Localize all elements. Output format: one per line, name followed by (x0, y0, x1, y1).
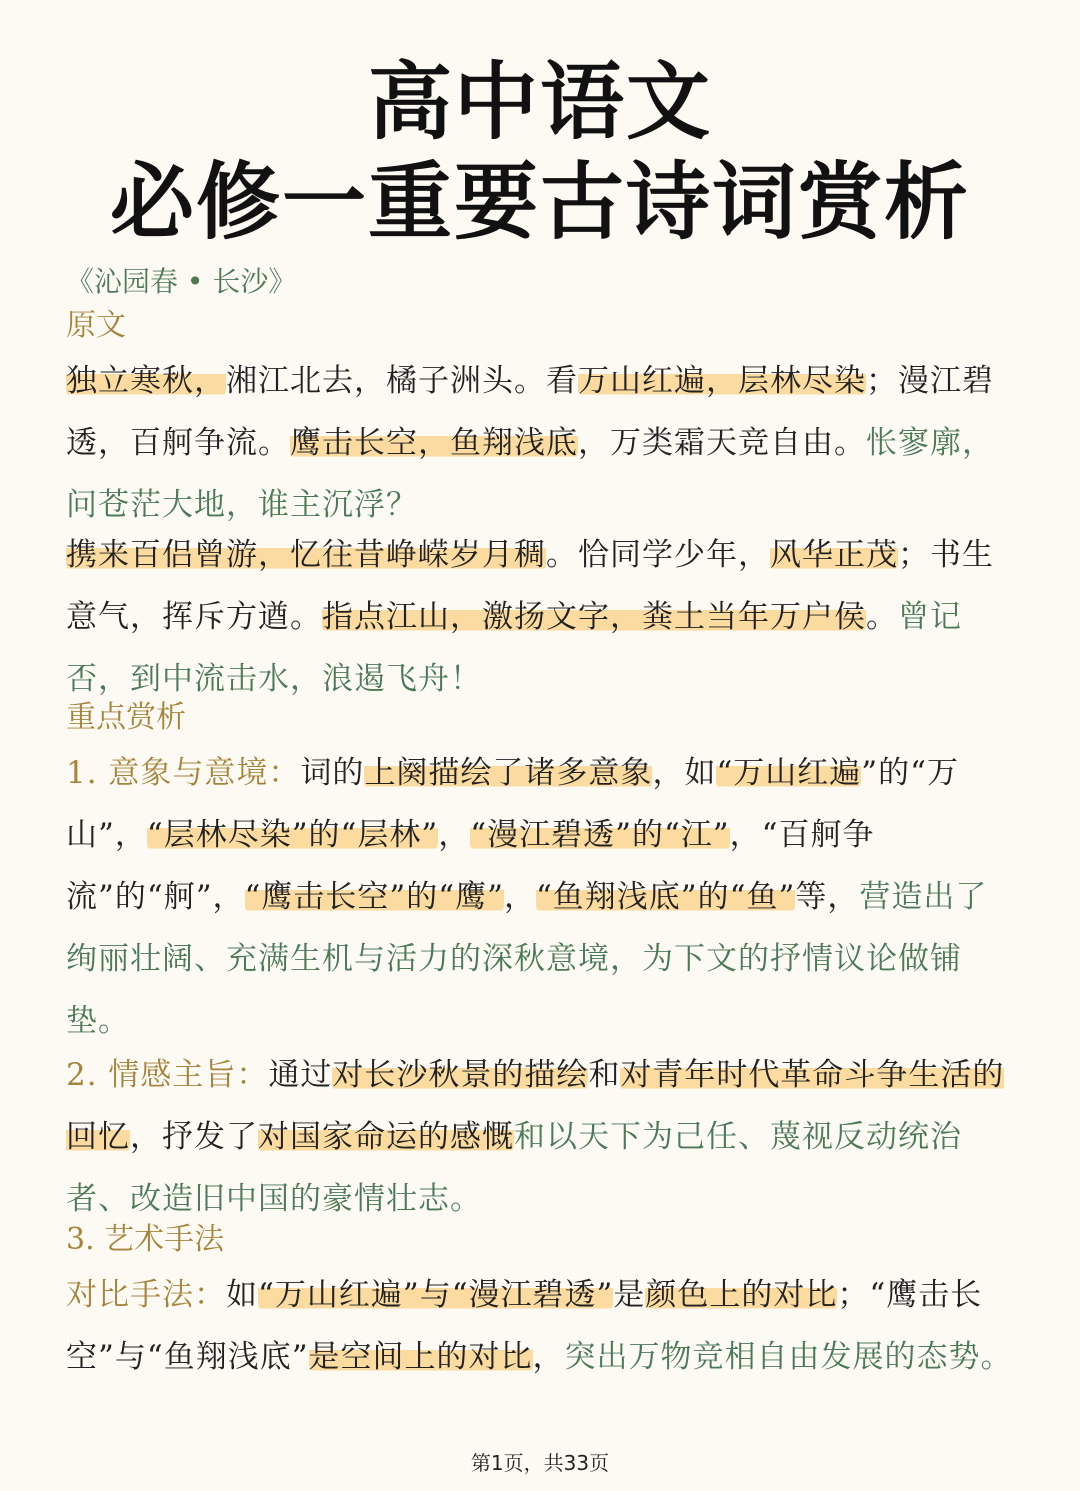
highlighted-phrase: “万山红遍”与“漫江碧透” (258, 1277, 614, 1313)
text-span: ，万类霜天竞自由。 (578, 425, 866, 461)
text-span: 如 (226, 1277, 258, 1313)
item-label: 对比手法： (66, 1277, 226, 1313)
text-span: 和 (588, 1057, 621, 1093)
highlighted-phrase: 对长沙秋景的描绘 (332, 1057, 589, 1093)
analysis-label: 重点赏析 (66, 700, 186, 735)
highlighted-phrase: 上阕描绘了诸多意象 (364, 755, 653, 791)
analysis-item-1 (66, 742, 1016, 1052)
text-span: 词的 (300, 755, 365, 791)
highlighted-phrase: 鹰击长空，鱼翔浅底 (290, 425, 578, 461)
text-span: 。 (866, 599, 898, 635)
contrast-technique (66, 1264, 1016, 1388)
item-label: 1. 意象与意境： (66, 755, 301, 791)
highlighted-phrase: 是空间上的对比 (308, 1339, 533, 1375)
text-span: 湘江北去，橘子洲头。看 (226, 363, 578, 399)
highlighted-phrase: 颜色上的对比 (645, 1277, 838, 1313)
text-span: ；漫江碧透，百舸争流。 (66, 363, 994, 461)
highlighted-phrase: 对青年时代革命斗争生活的回忆 (66, 1057, 1005, 1155)
art-technique-label: 3. 艺术手法 (66, 1222, 225, 1257)
original-text-label: 原文 (66, 308, 126, 343)
text-span: ；“鹰击长空”与“鱼翔浅底” (66, 1277, 983, 1375)
emphasis-phrase: 突出万物竞相自由发展的态势。 (564, 1339, 1013, 1375)
highlighted-phrase: 万山红遍，层林尽染 (578, 363, 866, 399)
text-span: ， (503, 879, 536, 915)
original-paragraph-1 (66, 350, 1016, 536)
text-span: ，抒发了 (130, 1119, 258, 1155)
item-label: 2. 情感主旨： (66, 1057, 269, 1093)
highlighted-phrase: “漫江碧透”的“江” (470, 817, 730, 853)
text-span: ，如 (652, 755, 717, 791)
text-span: 通过 (268, 1057, 333, 1093)
emphasis-phrase: 和以天下为己任、蔑视反动统治者、改造旧中国的豪情壮志。 (66, 1119, 962, 1217)
highlighted-phrase: “层林尽染”的“层林” (146, 817, 439, 853)
analysis-item-2 (66, 1044, 1016, 1230)
page-number: 第1页，共33页 (470, 1451, 610, 1475)
highlighted-phrase: 对国家命运的感慨 (258, 1119, 514, 1155)
highlighted-phrase: 携来百侣曾游，忆往昔峥嵘岁月稠 (66, 537, 546, 573)
text-span: 是 (613, 1277, 646, 1313)
text-span: ；书生意气，挥斥方遒。 (66, 537, 994, 635)
highlighted-phrase: 指点江山，激扬文字，粪土当年万户侯 (322, 599, 866, 635)
text-span: ”的“万山”， (66, 755, 959, 853)
text-span: 。恰同学少年， (546, 537, 770, 573)
text-span: ， (532, 1339, 565, 1375)
page-title-line1: 高中语文 (367, 53, 712, 151)
original-paragraph-2 (66, 524, 1016, 710)
page-title-line2: 必修一重要古诗词赏析 (109, 153, 970, 251)
highlighted-phrase: 独立寒秋， (66, 363, 226, 399)
text-span: ， (438, 817, 471, 853)
highlighted-phrase: 风华正茂 (770, 537, 898, 573)
emphasis-phrase: 怅寥廓，问苍茫大地，谁主沉浮？ (66, 425, 994, 523)
highlighted-phrase: “鱼翔浅底”的“鱼” (535, 879, 796, 915)
emphasis-phrase: 营造出了绚丽壮阔、充满生机与活力的深秋意境，为下文的抒情议论做铺垫。 (66, 879, 988, 1039)
text-span: ，“百舸争流”的“舸”， (66, 817, 875, 915)
text-span: 等， (795, 879, 860, 915)
emphasis-phrase: 曾记否，到中流击水，浪遏飞舟！ (66, 599, 962, 697)
poem-title: 《沁园春 • 长沙》 (66, 265, 297, 298)
highlighted-phrase: “万山红遍 (716, 755, 862, 791)
highlighted-phrase: “鹰击长空”的“鹰” (244, 879, 504, 915)
